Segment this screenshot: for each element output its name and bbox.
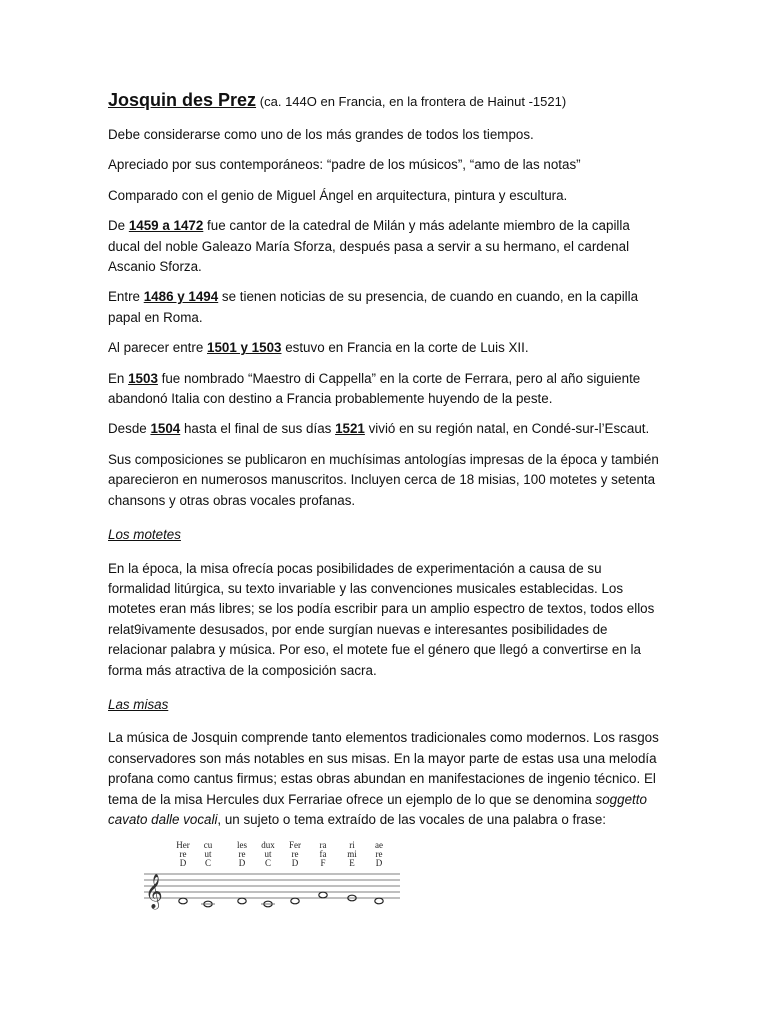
paragraph-3: Comparado con el genio de Miguel Ángel en arquitectura, pintura y escultura. [108,187,568,203]
solfege-label: ut [264,849,272,859]
section-heading-motetes: Los motetes [108,527,181,543]
whole-note [291,898,299,904]
note-letter-label: E [349,858,355,868]
text-run: estuvo en Francia en la corte de Luis XII. [281,340,529,356]
solfege-label: re [179,849,187,859]
staff-lines [144,874,400,898]
whole-note [319,892,327,898]
paragraph-9: Sus composiciones se publicaron en muchísimas antologías impresas de la época y también aparecieron en numerosos manuscritos. Incluyen cerca de 18 misias, 100 motetes y setenta chansons y otras obras vocales profanas. [108,451,659,508]
text-run: En [108,370,129,386]
date-highlight: 1501 y 1503 [207,340,282,356]
whole-note [179,898,187,904]
italic-term: soggetto cavato dalle vocali [108,791,647,827]
syllable-label: ri [349,840,355,850]
whole-note [238,898,246,904]
solfege-label: re [375,849,383,859]
syllable-label: les [237,840,247,850]
paragraph-2: Apreciado por sus contemporáneos: “padre de los músicos”, “amo de las notas” [108,157,581,173]
date-highlight: 1504 [150,421,181,437]
paragraph-4 [108,216,664,277]
date-highlight: 1503 [128,370,158,386]
text-run: Entre [108,289,144,305]
date-highlight: 1521 [335,421,365,437]
music-example [138,838,400,910]
date-highlight: 1459 a 1472 [128,218,204,234]
note-letter-label: C [204,858,212,868]
whole-note [375,898,383,904]
paragraph-8 [108,419,664,439]
section-heading-misas: Las misas [108,696,169,712]
text-run: fue nombrado “Maestro di Cappella” en la corte de Ferrara, pero al año siguiente abandonó Italia con destino a Francia probablemente huyendo de la peste. [108,370,641,407]
title-line [108,88,664,114]
solfege-label: fa [319,849,327,859]
text-run: De [108,218,129,234]
text-run: La música de Josquin comprende tanto elementos tradicionales como modernos. Los rasgos conservadores son más notables en sus misas. En la mayor parte de estas usa una melodía profana como cantus firmus; estas obras abundan en manifestaciones de ingenio técnico. El tema de la misa Hercules dux Ferrariae ofrece un ejemplo de lo que se denomina [108,730,659,807]
note-letter-label: D [375,858,383,868]
paragraph-1: Debe considerarse como uno de los más grandes de todos los tiempos. [108,127,534,142]
syllable-label: Fer [289,840,301,850]
syllable-label: ra [319,840,327,850]
paragraph-6 [108,338,664,358]
note-letter-label: F [320,858,326,868]
document-title: Josquin des Prez [108,90,257,110]
note-letter-label: D [238,858,246,868]
text-run: hasta el final de sus días [180,421,336,437]
note-letter-label: D [179,858,187,868]
syllable-label: ae [375,840,383,850]
solfege-label: mi [347,849,357,859]
text-run: , un sujeto o tema extraído de las vocales de una palabra o frase: [217,811,606,827]
text-run: Desde [108,421,151,437]
document-page [108,88,664,840]
music-columns [176,840,383,907]
note-letter-label: C [264,858,272,868]
solfege-label: re [238,849,246,859]
paragraph-7 [108,369,664,410]
paragraph-5 [108,287,664,328]
syllable-label: dux [261,840,275,850]
treble-clef-icon: 𝄞 [145,874,163,909]
date-highlight: 1486 y 1494 [143,289,219,305]
music-staff-figure [138,838,400,910]
text-run: vivió en su región natal, en Condé-sur-l’Escaut. [364,421,650,437]
paragraph-10: En la época, la misa ofrecía pocas posibilidades de experimentación a causa de su formalidad litúrgica, su texto invariable y las convenciones musicales establecidas. Los motetes eran más libres; se los podía escribir para un amplio espectro de textos, todos ellos relat9ivamente desusados, por ende surgían nuevas e interesantes posibilidades de relacionar palabra y música. Por eso, el motete fue el género que llegó a convertirse en la forma más atractiva de la composición sacra. [108,560,655,678]
paragraph-11 [108,728,664,830]
text-run: Al parecer entre [108,340,207,356]
note-letter-label: D [291,858,299,868]
text-run: se tienen noticias de su presencia, de cuando en cuando, en la capilla papal en Roma. [108,289,639,325]
syllable-label: cu [203,840,213,850]
document-subtitle: (ca. 144O en Francia, en la frontera de Hainut -1521) [259,94,567,109]
solfege-label: ut [204,849,212,859]
solfege-label: re [291,849,299,859]
text-run: fue cantor de la catedral de Milán y más adelante miembro de la capilla ducal del noble Galeazo María Sforza, después pasa a servir a su hermano, el cardenal Ascanio Sforza. [108,218,630,275]
syllable-label: Her [176,840,190,850]
